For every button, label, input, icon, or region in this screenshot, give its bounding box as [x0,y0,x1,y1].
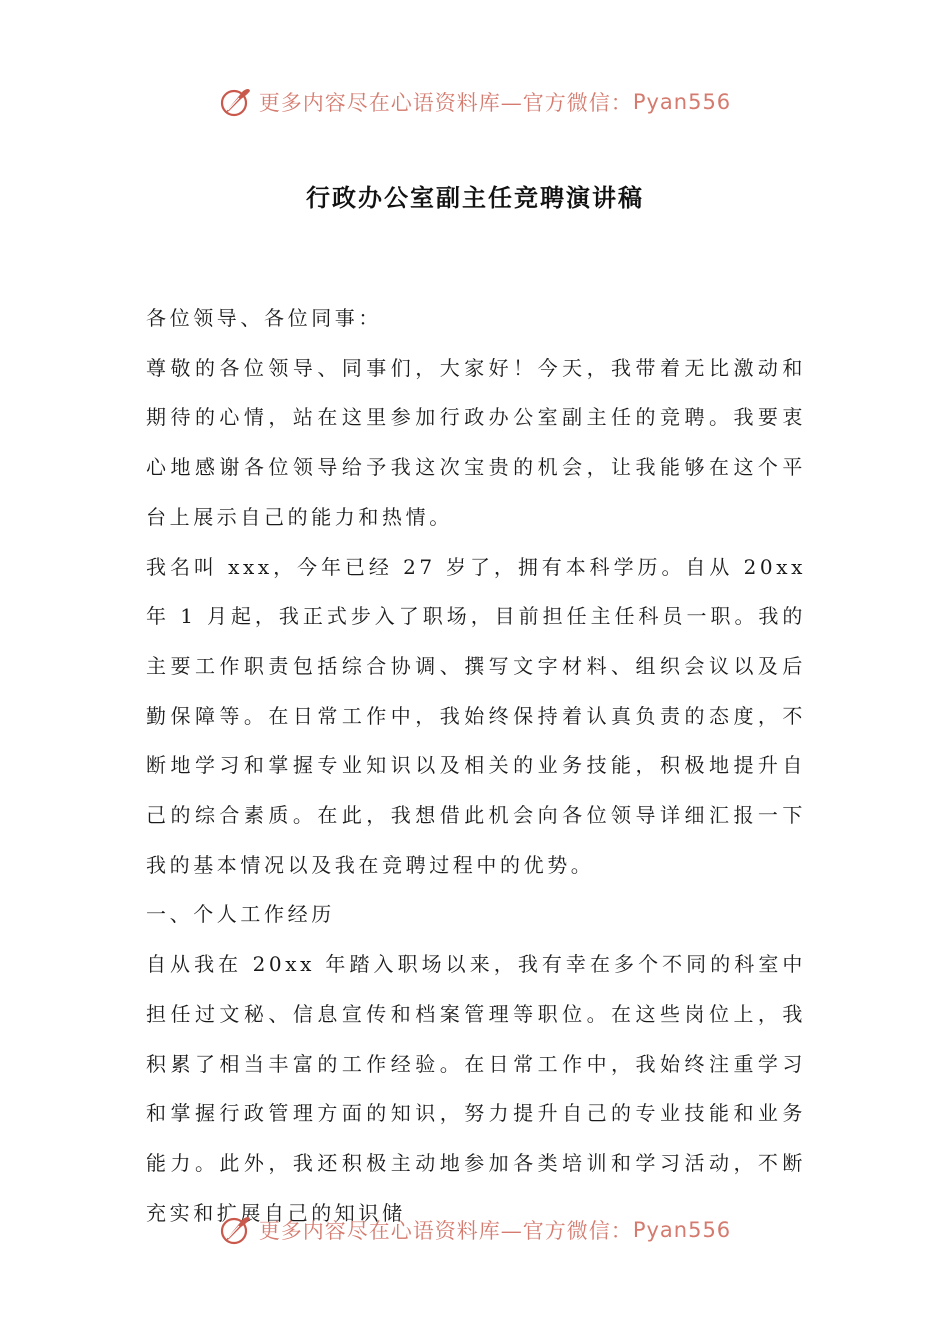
quill-pen-icon [219,85,253,119]
watermark-text: 更多内容尽在心语资料库—官方微信： [258,1219,633,1243]
watermark-banner-top [0,82,950,122]
paragraph: 我名叫 xxx，今年已经 27 岁了，拥有本科学历。自从 20xx 年 1 月起，我正式步入了职场，目前担任主任科员一职。我的主要工作职责包括综合协调、撰写文字材料、组织会议以及后勤保障等。在日常工作中，我始终保持着认真负责的态度，不断地学习和掌握专业知识以及相关的业务技能，积极地提升自己的综合素质。在此，我想借此机会向各位领导详细汇报一下我的基本情况以及我在竞聘过程中的优势。 [146,554,806,877]
watermark-text: 更多内容尽在心语资料库—官方微信： [258,91,633,115]
section-heading: 一、个人工作经历 [146,902,335,927]
quill-pen-icon [219,1213,253,1247]
document-title: 行政办公室副主任竞聘演讲稿 [306,184,644,212]
salutation: 各位领导、各位同事： [146,306,382,330]
watermark-wechat-id: Pyan556 [632,1218,732,1242]
watermark-wechat-id: Pyan556 [632,90,732,114]
document-body [146,294,806,1238]
paragraph: 自从我在 20xx 年踏入职场以来，我有幸在多个不同的科室中担任过文秘、信息宣传和档案管理等职位。在这些岗位上，我积累了相当丰富的工作经验。在日常工作中，我始终注重学习和掌握行政管理方面的知识，努力提升自己的专业技能和业务能力。此外，我还积极主动地参加各类培训和学习活动，不断充实和扩展自己的知识储 [146,952,806,1225]
paragraph: 尊敬的各位领导、同事们，大家好！今天，我带着无比激动和期待的心情，站在这里参加行政办公室副主任的竞聘。我要衷心地感谢各位领导给予我这次宝贵的机会，让我能够在这个平台上展示自己的能力和热情。 [146,355,806,529]
watermark-banner-bottom [0,1210,950,1250]
